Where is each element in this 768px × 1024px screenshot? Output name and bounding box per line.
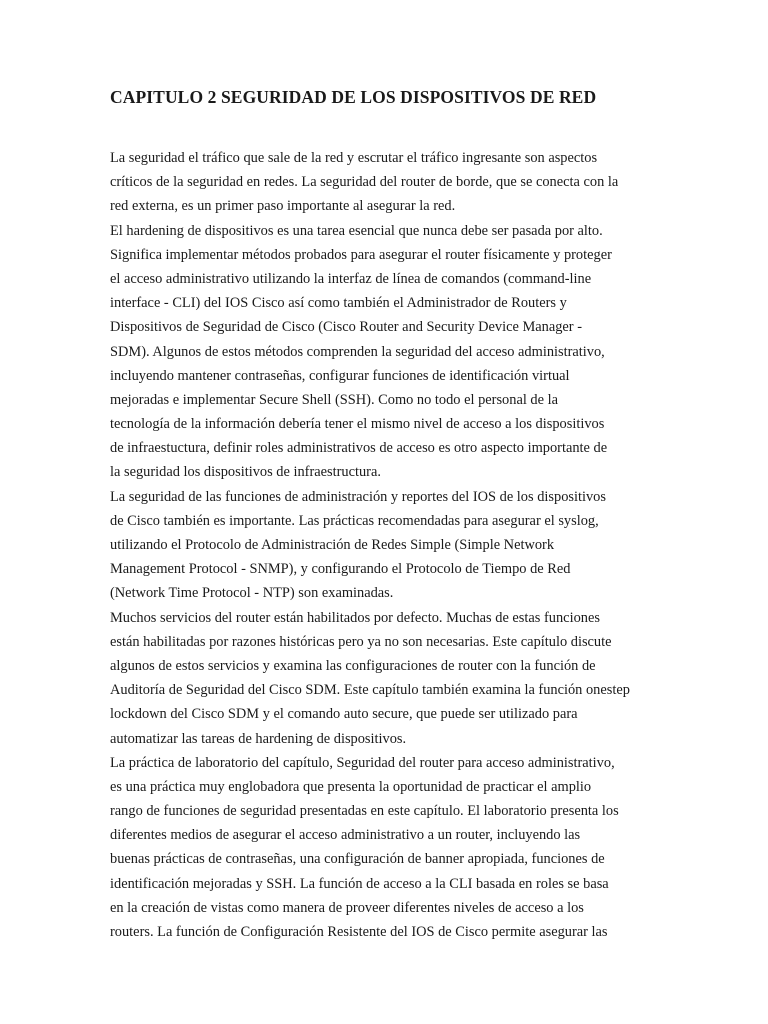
text-line: rango de funciones de seguridad presentadas en este capítulo. El laboratorio presenta los xyxy=(110,803,619,820)
text-line: mejoradas e implementar Secure Shell (SSH). Como no todo el personal de la xyxy=(110,391,558,408)
text-line: El hardening de dispositivos es una tarea esencial que nunca debe ser pasada por alto. xyxy=(110,222,603,239)
text-line: la seguridad los dispositivos de infraestructura. xyxy=(110,464,381,481)
text-line: críticos de la seguridad en redes. La seguridad del router de borde, que se conecta con la xyxy=(110,174,619,191)
text-line: automatizar las tareas de hardening de dispositivos. xyxy=(110,730,407,747)
text-line: tecnología de la información debería tener el mismo nivel de acceso a los dispositivos xyxy=(110,416,605,433)
text-line: identificación mejoradas y SSH. La función de acceso a la CLI basada en roles se basa xyxy=(110,875,609,892)
text-line: routers. La función de Configuración Resistente del IOS de Cisco permite asegurar las xyxy=(110,924,608,940)
chapter-title: CAPITULO 2 SEGURIDAD DE LOS DISPOSITIVOS DE RED xyxy=(110,87,597,107)
text-line: de Cisco también es importante. Las prácticas recomendadas para asegurar el syslog, xyxy=(110,512,599,529)
text-line: están habilitadas por razones históricas pero ya no son necesarias. Este capítulo discute xyxy=(110,633,612,650)
text-line: La práctica de laboratorio del capítulo, Seguridad del router para acceso administrativo, xyxy=(110,754,615,771)
text-line: buenas prácticas de contraseñas, una configuración de banner apropiada, funciones de xyxy=(110,851,605,868)
text-line: red externa, es un primer paso importante al asegurar la red. xyxy=(110,198,456,215)
text-line: utilizando el Protocolo de Administración de Redes Simple (Simple Network xyxy=(110,537,555,553)
text-line: La seguridad de las funciones de administración y reportes del IOS de los dispositivos xyxy=(110,488,606,505)
text-line: Significa implementar métodos probados para asegurar el router físicamente y proteger xyxy=(110,246,612,263)
text-line: es una práctica muy englobadora que presenta la oportunidad de practicar el amplio xyxy=(110,778,592,795)
text-line: (Network Time Protocol - NTP) son examinadas. xyxy=(110,585,394,602)
text-line: el acceso administrativo utilizando la interfaz de línea de comandos (command-line xyxy=(110,270,592,287)
text-line: algunos de estos servicios y examina las configuraciones de router con la función de xyxy=(110,657,596,674)
text-line: Management Protocol - SNMP), y configurando el Protocolo de Tiempo de Red xyxy=(110,561,571,578)
text-line: en la creación de vistas como manera de proveer diferentes niveles de acceso a los xyxy=(110,899,584,916)
document-body xyxy=(110,146,670,944)
text-line: de infraestuctura, definir roles administrativos de acceso es otro aspecto importante de xyxy=(110,440,608,457)
text-line: La seguridad el tráfico que sale de la red y escrutar el tráfico ingresante son aspectos xyxy=(110,150,598,166)
text-line: incluyendo mantener contraseñas, configurar funciones de identificación virtual xyxy=(110,367,570,384)
text-line: SDM). Algunos de estos métodos comprenden la seguridad del acceso administrativo, xyxy=(110,343,605,360)
text-line: lockdown del Cisco SDM y el comando auto secure, que puede ser utilizado para xyxy=(110,706,578,723)
text-line: interface - CLI) del IOS Cisco así como también el Administrador de Routers y xyxy=(110,295,567,312)
text-line: Dispositivos de Seguridad de Cisco (Cisco Router and Security Device Manager - xyxy=(110,319,582,336)
text-line: Auditoría de Seguridad del Cisco SDM. Este capítulo también examina la función onestep xyxy=(110,682,630,699)
text-line: Muchos servicios del router están habilitados por defecto. Muchas de estas funciones xyxy=(110,609,600,626)
text-line: diferentes medios de asegurar el acceso administrativo a un router, incluyendo las xyxy=(110,827,581,844)
